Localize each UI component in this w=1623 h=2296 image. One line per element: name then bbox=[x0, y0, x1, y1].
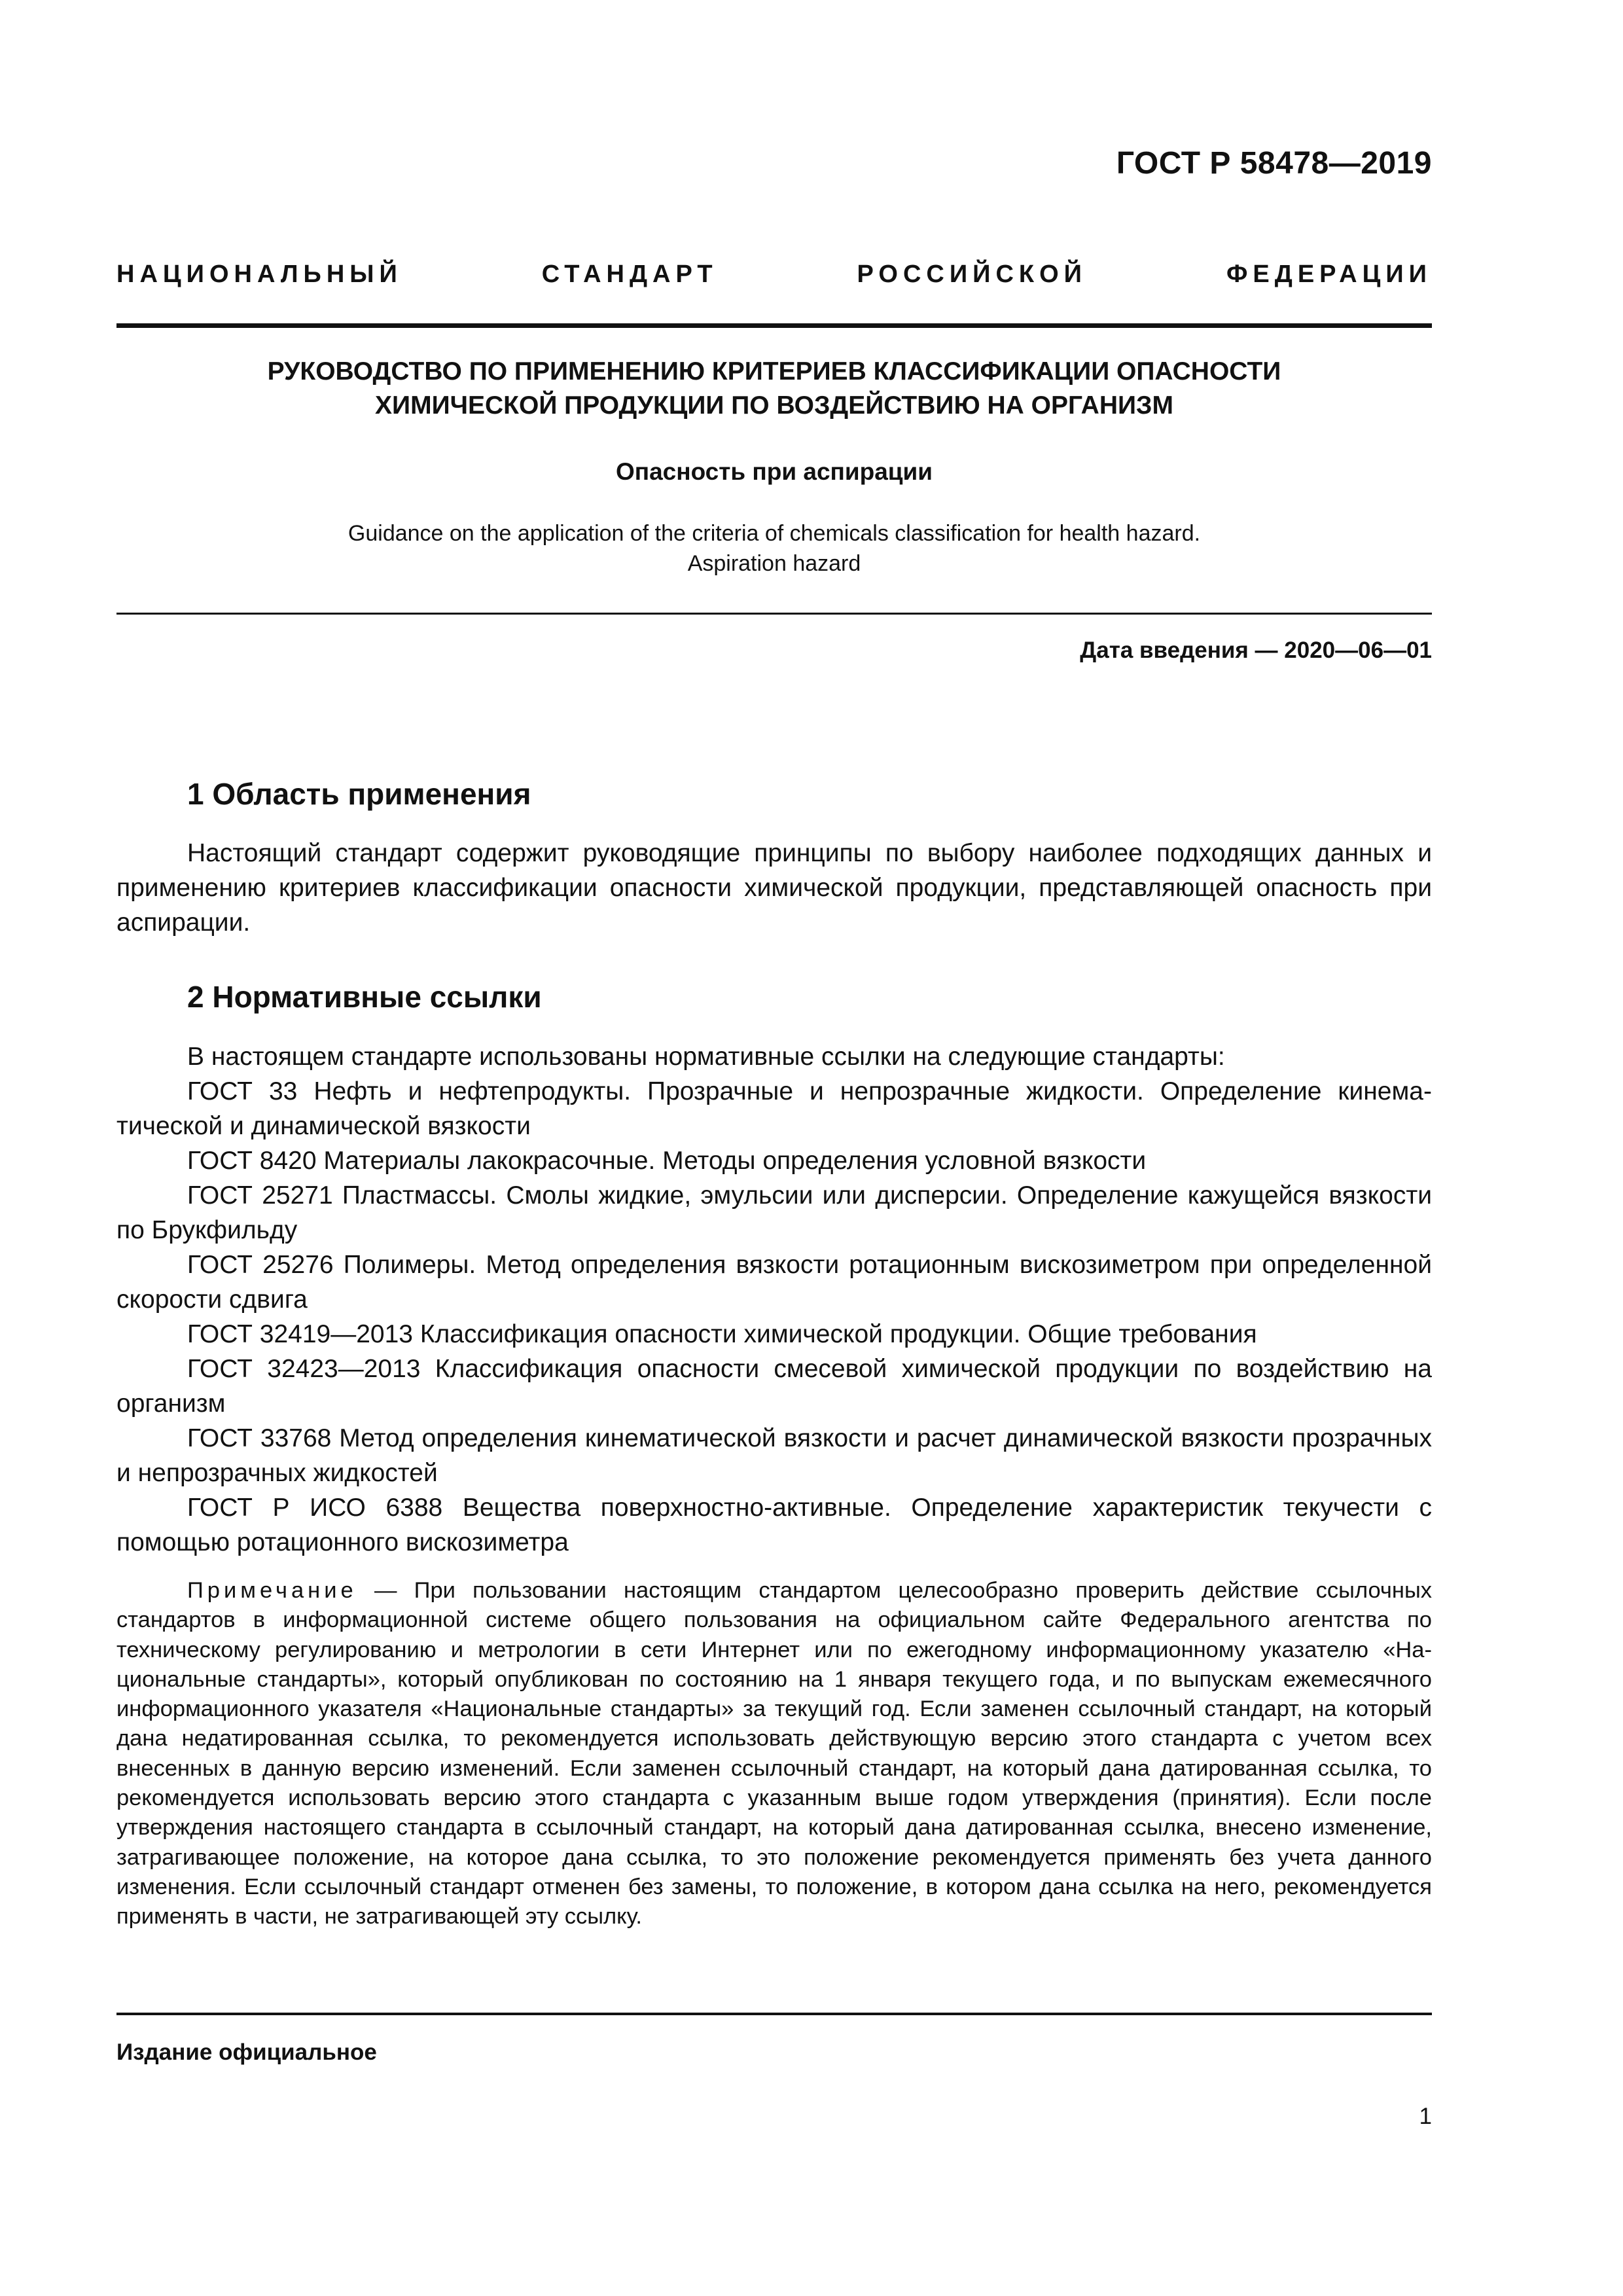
header-divider bbox=[116, 323, 1432, 328]
page-number: 1 bbox=[1419, 2104, 1432, 2129]
note-text: — При пользовании настоящим стандартом целесообразно проверить действие ссылочных стандартов в информационной системе общего пользования на официальном сайте Федерального агентства по техническому регулированию и метрологии в сети Интернет или по ежегодному информационному указателю «Национальные стандарты», который опубликован по состоянию на 1 января текущего года, и по выпускам ежемесячного информационного указателя «Национальные стандарты» за текущий год. Если заменен ссылочный стандарт, на который дана недатированная ссылка, то рекомендуется использовать действующую версию этого стандарта с учетом всех внесенных в данную версию изменений. Если заменен ссылочный стандарт, на который дана датированная ссылка, то рекомендуется использовать версию этого стандарта с указанным выше годом утверждения (принятия). Если после утверждения настоящего стандарта в ссылочный стандарт, на который дана датированная ссылка, внесено изменение, затрагивающее положение, на которое дана ссылка, то это положение рекомендуется применять без учета данного изменения. Если ссылочный стандарт отменен без замены, то положение, в котором дана ссылка на него, рекомендуется применять в части, не затрагивающей эту ссылку. bbox=[116, 1578, 1432, 1929]
reference-item: ГОСТ 33768 Метод определения кинематической вязкости и расчет динамической вязкости прозрачных и непрозрачных жидкостей bbox=[116, 1424, 1432, 1487]
section-1-text bbox=[116, 836, 1432, 940]
note-label: Примечание bbox=[187, 1578, 357, 1603]
introduction-date: Дата введения — 2020—06—01 bbox=[1080, 637, 1432, 663]
english-title-line-1: Guidance on the application of the criteria of chemicals classification for health hazard. bbox=[348, 521, 1201, 546]
reference-item: ГОСТ 32419—2013 Классификация опасности химической продукции. Общие требования bbox=[187, 1320, 1257, 1348]
title-line-1: РУКОВОДСТВО ПО ПРИМЕНЕНИЮ КРИТЕРИЕВ КЛАССИФИКАЦИИ ОПАСНОСТИ bbox=[267, 357, 1281, 386]
references-lead: В настоящем стандарте использованы нормативные ссылки на следующие стандарты: bbox=[187, 1043, 1225, 1071]
reference-item: ГОСТ 25276 Полимеры. Метод определения вязкости ротационным вискозиметром при определенной скорости сдвига bbox=[116, 1251, 1432, 1314]
title-divider bbox=[116, 613, 1432, 615]
normative-references bbox=[116, 1039, 1432, 1560]
section-1-text-content: Настоящий стандарт содержит руководящие принципы по выбору наиболее подходящих данных и применению критериев классификации опасности химической продукции, представляющей опасность при аспирации. bbox=[116, 839, 1432, 937]
title-line-2: ХИМИЧЕСКОЙ ПРОДУКЦИИ ПО ВОЗДЕЙСТВИЮ НА ОРГАНИЗМ bbox=[375, 391, 1173, 420]
reference-item: ГОСТ Р ИСО 6388 Вещества поверхностно-активные. Определение характеристик текучести с помощью ротационного вискозиметра bbox=[116, 1494, 1432, 1556]
references-note bbox=[116, 1576, 1432, 1932]
document-title bbox=[116, 355, 1432, 423]
reference-item: ГОСТ 32423—2013 Классификация опасности смесевой химической продукции по воздействию на организм bbox=[116, 1355, 1432, 1418]
english-title bbox=[116, 518, 1432, 579]
national-standard-banner: НАЦИОНАЛЬНЫЙ СТАНДАРТ РОССИЙСКОЙ ФЕДЕРАЦИИ bbox=[116, 260, 1432, 288]
footer-divider bbox=[116, 2013, 1432, 2015]
document-subtitle: Опасность при аспирации bbox=[615, 458, 933, 485]
section-1-heading: 1 Область применения bbox=[187, 777, 531, 811]
english-title-line-2: Aspiration hazard bbox=[687, 551, 861, 576]
official-edition-label: Издание официальное bbox=[116, 2039, 377, 2065]
standard-code: ГОСТ Р 58478—2019 bbox=[1116, 146, 1432, 181]
section-2-heading: 2 Нормативные ссылки bbox=[187, 980, 542, 1014]
reference-item: ГОСТ 33 Нефть и нефтепродукты. Прозрачные и непрозрачные жидкости. Определение кинематической и динамической вязкости bbox=[116, 1077, 1432, 1140]
reference-item: ГОСТ 8420 Материалы лакокрасочные. Методы определения условной вязкости bbox=[187, 1147, 1147, 1175]
reference-item: ГОСТ 25271 Пластмассы. Смолы жидкие, эмульсии или дисперсии. Определение кажущейся вязкости по Брукфильду bbox=[116, 1181, 1432, 1244]
